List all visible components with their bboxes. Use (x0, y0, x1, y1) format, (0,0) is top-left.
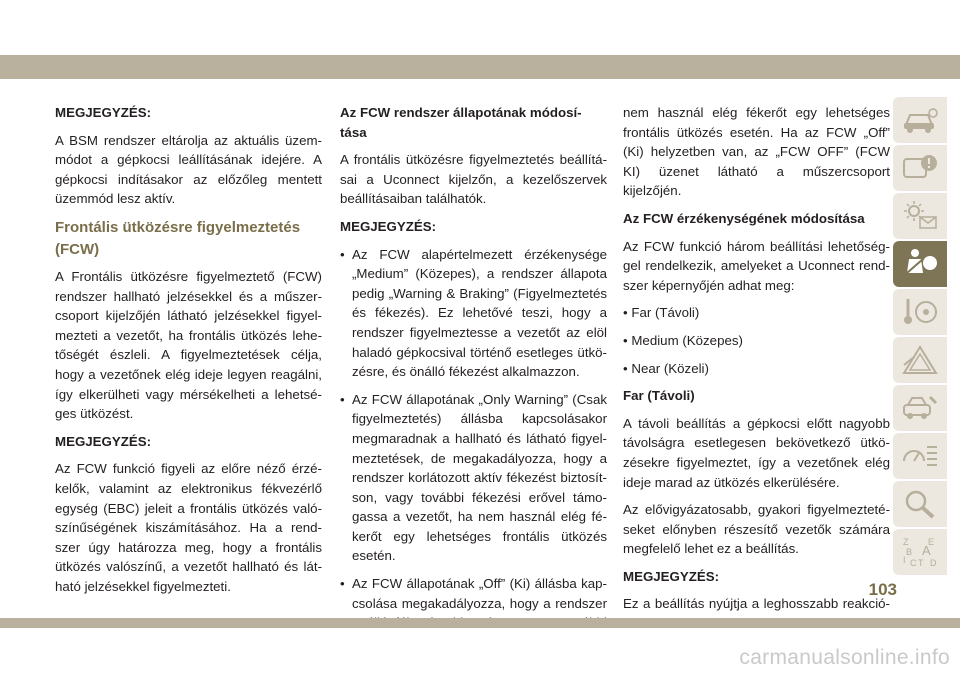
tab-search[interactable] (893, 481, 947, 527)
section-title (55, 217, 322, 261)
index-letter: T (918, 558, 924, 568)
subsection-heading-line-2: tása (340, 124, 367, 140)
section-title-line-2: (FCW) (55, 240, 100, 258)
footer-band (0, 618, 960, 628)
tab-car[interactable] (893, 97, 947, 143)
tab-warning-info[interactable] (893, 145, 947, 191)
index-letter: A (922, 543, 931, 558)
alphabet-index-icon (900, 535, 940, 569)
paragraph: Az elővigyázatosabb, gyakori figyelmezteté- seket előnyben részesítő vezetők számára megfelelő lehet ez a beállítás. (623, 502, 890, 557)
sun-envelope-icon (900, 199, 940, 233)
section-title-line-1: Frontális ütközésre figyelmeztetés (55, 218, 301, 236)
key-steering-wheel-icon (900, 295, 940, 329)
paragraph: A frontális ütközésre figyelmeztetés beállítá- sai a Uconnect kijelzőn, a kezelőszervek beállításaiban találhatók. (340, 152, 607, 207)
bullet-item (340, 245, 607, 382)
gauge-list-icon (900, 439, 940, 473)
tab-index[interactable] (893, 529, 947, 575)
bullet-text: Az FCW állapotának „Only Warning” (Csak figyelmeztetés) állásba kapcsolásakor megmaradnak a hallható és látható figyel- meztetések, de megakadályozza, hogy a rendszer korlátozott aktív fékezést biztosít- son, vagy további fékezési erővel támo- gassa a vezetőt, ha nem használ elég fé- kerőt egy lehetséges frontális ütközés esetén. (352, 391, 607, 564)
index-letter: I (903, 555, 906, 565)
paragraph: nem használ elég fékerőt egy lehetséges frontális ütközés esetén. Ha az FCW „Off” (Ki) helyzetben van, az „FCW OFF” (FCW KI) üzenet látható a műszercsoport kijelzőjén. (623, 105, 890, 199)
note-body: A BSM rendszer eltárolja az aktuális üzem- módot a gépkocsi leállításának idejére. A gépkocsi indításakor az előzőleg mentett üzemmód lesz aktív. (55, 132, 322, 207)
paragraph: A Frontális ütközésre figyelmeztető (FCW) rendszer hallható jelzésekkel és a műszer- csoport kijelzőjén látható jelzésekkel figyel- mezteti a vezetőt, ha frontális ütközés lehe- tőségét észleli. A figyelmeztetések célja, hogy a vezetőnek elég ideje legyen reagálni, így elkerülheti vagy mérsékelheti a lehetsé- ges ütközést. (55, 268, 322, 422)
note-heading: MEGJEGYZÉS: (340, 218, 437, 234)
list-item: • Far (Távoli) (623, 305, 700, 321)
index-letter: C (910, 558, 917, 568)
tab-safety[interactable] (893, 241, 947, 287)
list-item: • Near (Közeli) (623, 360, 709, 376)
bullet-item (340, 390, 607, 566)
watermark: carmanualsonline.info (739, 646, 950, 669)
hazard-triangle-icon (900, 343, 940, 377)
note-body: Az FCW funkció figyeli az előre néző érzé- kelők, valamint az elektronikus fékvezérlő egység (EBC) jeleit a frontális ütközés való- színűségének kiszámításához. Ha a rend- szer úgy határozza meg, hogy a frontális ütközés valószínű, a vezetőt hallható és lát- ható jelzésekkel figyelmezteti. (55, 461, 322, 594)
subsection-heading: Far (Távoli) (623, 388, 695, 404)
car-service-icon (900, 391, 940, 425)
tab-key-steering[interactable] (893, 289, 947, 335)
top-margin (0, 0, 960, 55)
bullet-dot: • (340, 246, 345, 262)
index-letter: E (928, 537, 935, 547)
note-heading: MEGJEGYZÉS: (55, 433, 152, 449)
bullet-text: Az FCW állapotának „Off” (Ki) állásba kap- csolása megakadályozza, hogy a rendszer (352, 576, 607, 611)
bullet-text: Az FCW alapértelmezett érzékenysége „Medium” (Közepes), a rendszer állapota pedig „Warning & Braking” (Figyelmeztetés és fékezés). Ez lehetővé teszi, hogy a rendszer figyelmeztesse a vezetőt az elöl haladó gépkocsival történő esetleges ütkö- zésre, és önálló fékezést alkalmazzon. (352, 246, 607, 380)
index-letter: D (930, 558, 937, 568)
bullet-dot: • (340, 391, 345, 407)
car-icon (900, 103, 940, 137)
tab-car-service[interactable] (893, 385, 947, 431)
subsection-heading: Az FCW érzékenységének módosítása (623, 210, 865, 226)
magnifier-icon (900, 487, 940, 521)
tab-sun-envelope[interactable] (893, 193, 947, 239)
seatbelt-airbag-icon (900, 247, 940, 281)
paragraph: A távoli beállítás a gépkocsi előtt nagyobb távolságra esetlegesen bekövetkező ütkö- zésekre figyelmeztet, így a vezetőnek elég ideje marad az ütközés elkerülésére. (623, 415, 890, 490)
tab-gauge-list[interactable] (893, 433, 947, 479)
warning-info-icon (900, 151, 940, 185)
note-heading: MEGJEGYZÉS: (55, 105, 152, 120)
note-heading: MEGJEGYZÉS: (623, 568, 720, 584)
column-left (55, 103, 322, 604)
bullet-dot: • (340, 576, 345, 592)
chapter-tabs (893, 97, 947, 577)
page-number: 103 (868, 580, 897, 599)
index-letter: Z (903, 537, 909, 547)
list-item: • Medium (Közepes) (623, 332, 743, 348)
column-middle (340, 103, 607, 660)
header-band (0, 55, 960, 79)
tab-hazard[interactable] (893, 337, 947, 383)
index-letter: B (906, 547, 913, 557)
paragraph: Az FCW funkció három beállítási lehetőség- gel rendelkezik, amelyeket a Uconnect rend- szer képernyőjén adhat meg: (623, 238, 890, 293)
subsection-heading (340, 103, 607, 142)
note-body: Ez a beállítás nyújtja a leghosszabb reakció- (623, 596, 890, 612)
column-right (623, 103, 890, 642)
subsection-heading-line-1: Az FCW rendszer állapotának módosí- (340, 105, 582, 120)
